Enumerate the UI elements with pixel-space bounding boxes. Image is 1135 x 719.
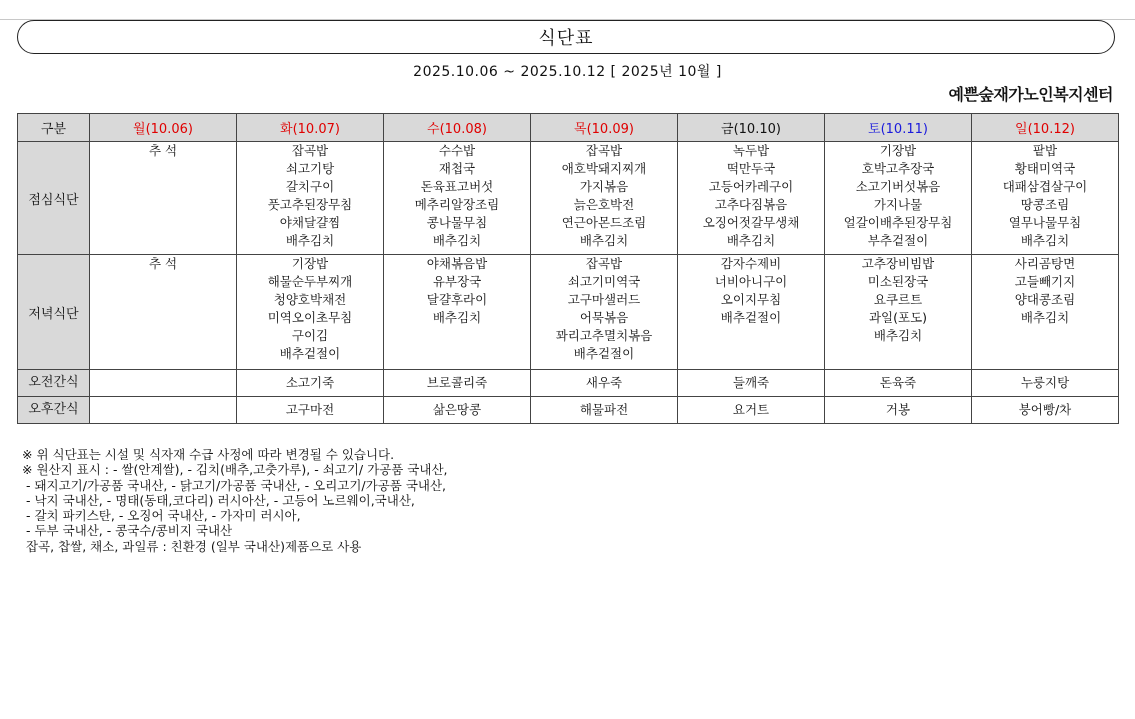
menu-item: 녹두밥 <box>732 143 770 158</box>
menu-cell-lunch-mon <box>90 142 237 255</box>
note-line: ※ 원산지 표시 : - 쌀(안계쌀), - 김치(배추,고춧가루), - 쇠고기/ 가공품 국내산, <box>22 462 448 478</box>
menu-item: 잡곡밥 <box>291 143 329 158</box>
menu-item: 배추김치 <box>1020 310 1070 325</box>
menu-cell-dinner-sat <box>825 255 972 370</box>
menu-item: 잡곡밥 <box>585 143 623 158</box>
header-day-sat: 토(10.11) <box>825 114 972 142</box>
header-day-sun: 일(10.12) <box>972 114 1119 142</box>
menu-item: 배추겉절이 <box>720 310 782 325</box>
menu-cell-lunch-thu <box>531 142 678 255</box>
menu-item: 수수밥 <box>438 143 476 158</box>
menu-item: 잡곡밥 <box>585 256 623 271</box>
row-label-lunch: 점심식단 <box>18 142 90 255</box>
menu-item: 가지볶음 <box>579 179 629 194</box>
menu-item: 꽈리고추멸치볶음 <box>555 328 653 343</box>
menu-item: 고추다짐볶음 <box>714 197 788 212</box>
menu-item: 고구마샐러드 <box>567 292 641 307</box>
menu-item: 기장밥 <box>879 143 917 158</box>
menu-item: 감자수제비 <box>720 256 782 271</box>
menu-cell-am-snack-wed: 브로콜리죽 <box>384 370 531 397</box>
menu-item: 추 석 <box>148 143 178 158</box>
menu-cell-lunch-sun <box>972 142 1119 255</box>
menu-cell-lunch-fri <box>678 142 825 255</box>
menu-item: 쇠고기미역국 <box>567 274 641 289</box>
header-day-thu: 목(10.09) <box>531 114 678 142</box>
pm-snack-row <box>18 397 1119 424</box>
menu-item: 너비아니구이 <box>714 274 788 289</box>
note-line: 잡곡, 찹쌀, 채소, 과일류 : 친환경 (일부 국내산)제품으로 사용 <box>22 538 362 554</box>
note-line: - 돼지고기/가공품 국내산, - 닭고기/가공품 국내산, - 오리고기/가공품 국내산, <box>22 477 447 493</box>
row-label-pm-snack: 오후간식 <box>18 397 90 424</box>
menu-cell-pm-snack-sun: 붕어빵/차 <box>972 397 1119 424</box>
menu-cell-dinner-thu <box>531 255 678 370</box>
menu-item: 배추겉절이 <box>573 346 635 361</box>
menu-item: 오이지무침 <box>720 292 782 307</box>
menu-item: 추 석 <box>148 256 178 271</box>
menu-item: 해물순두부찌개 <box>267 274 353 289</box>
menu-item: 배추김치 <box>726 233 776 248</box>
menu-item: 미소된장국 <box>867 274 929 289</box>
menu-cell-am-snack-tue: 소고기죽 <box>237 370 384 397</box>
menu-cell-am-snack-sat: 돈육죽 <box>825 370 972 397</box>
menu-item: 배추김치 <box>1020 233 1070 248</box>
header-category: 구분 <box>18 114 90 142</box>
menu-item: 쇠고기탕 <box>285 161 335 176</box>
menu-cell-pm-snack-sat: 거봉 <box>825 397 972 424</box>
menu-cell-am-snack-thu: 새우죽 <box>531 370 678 397</box>
menu-item: 사리곰탕면 <box>1014 256 1076 271</box>
menu-cell-pm-snack-thu: 해물파전 <box>531 397 678 424</box>
menu-item: 배추김치 <box>432 310 482 325</box>
menu-item: 연근아몬드조림 <box>561 215 647 230</box>
note-line: ※ 위 식단표는 시설 및 식자재 수급 사정에 따라 변경될 수 있습니다. <box>22 447 395 462</box>
am-snack-row <box>18 370 1119 397</box>
page-title-box <box>17 20 1115 54</box>
menu-item: 배추김치 <box>285 233 335 248</box>
menu-item: 미역오이초무침 <box>267 310 353 325</box>
menu-item: 기장밥 <box>291 256 329 271</box>
header-day-tue: 화(10.07) <box>237 114 384 142</box>
menu-cell-lunch-tue <box>237 142 384 255</box>
menu-item: 대패삼겹살구이 <box>1002 179 1088 194</box>
menu-item: 야채달걀찜 <box>279 215 341 230</box>
menu-item: 돈육표고버섯 <box>420 179 494 194</box>
menu-item: 부추겉절이 <box>867 233 929 248</box>
page-title: 식단표 <box>538 28 594 49</box>
menu-item: 떡만두국 <box>726 161 776 176</box>
menu-item: 구이김 <box>291 328 329 343</box>
header-day-wed: 수(10.08) <box>384 114 531 142</box>
menu-cell-am-snack-mon <box>90 370 237 397</box>
menu-item: 갈치구이 <box>285 179 335 194</box>
row-label-dinner: 저녁식단 <box>18 255 90 370</box>
menu-item: 고추장비빔밥 <box>861 256 935 271</box>
menu-table <box>17 113 1119 424</box>
menu-cell-dinner-mon <box>90 255 237 370</box>
menu-cell-pm-snack-tue: 고구마전 <box>237 397 384 424</box>
menu-item: 배추김치 <box>432 233 482 248</box>
menu-item: 호박고추장국 <box>861 161 935 176</box>
menu-item: 유부장국 <box>432 274 482 289</box>
menu-item: 애호박돼지찌개 <box>561 161 647 176</box>
menu-item: 메추리알장조림 <box>414 197 500 212</box>
menu-item: 배추겉절이 <box>279 346 341 361</box>
menu-item: 과일(포도) <box>868 310 928 325</box>
menu-cell-am-snack-fri: 들깨죽 <box>678 370 825 397</box>
header-day-mon: 월(10.06) <box>90 114 237 142</box>
menu-cell-dinner-tue <box>237 255 384 370</box>
menu-item: 오징어젓갈무생채 <box>702 215 800 230</box>
menu-item: 배추김치 <box>579 233 629 248</box>
note-line: - 두부 국내산, - 콩국수/콩비지 국내산 <box>22 523 233 539</box>
menu-item: 요쿠르트 <box>873 292 923 307</box>
menu-cell-dinner-fri <box>678 255 825 370</box>
menu-item: 얼갈이배추된장무침 <box>843 215 953 230</box>
menu-item: 양대콩조림 <box>1014 292 1076 307</box>
menu-cell-pm-snack-wed: 삶은땅콩 <box>384 397 531 424</box>
menu-cell-dinner-wed <box>384 255 531 370</box>
menu-item: 열무나물무침 <box>1008 215 1082 230</box>
menu-item: 청양호박채전 <box>273 292 347 307</box>
menu-item: 가지나물 <box>873 197 923 212</box>
header-day-fri: 금(10.10) <box>678 114 825 142</box>
menu-item: 배추김치 <box>873 328 923 343</box>
menu-item: 늙은호박전 <box>573 197 635 212</box>
dinner-row <box>18 255 1119 370</box>
menu-cell-pm-snack-fri: 요거트 <box>678 397 825 424</box>
row-label-am-snack: 오전간식 <box>18 370 90 397</box>
menu-period: 2025.10.06 ~ 2025.10.12 [ 2025년 10월 ] <box>413 64 722 80</box>
menu-cell-pm-snack-mon <box>90 397 237 424</box>
menu-cell-lunch-wed <box>384 142 531 255</box>
notes-section <box>22 447 448 554</box>
menu-item: 야채볶음밥 <box>426 256 488 271</box>
menu-item: 고들빼기지 <box>1014 274 1076 289</box>
menu-item: 땅콩조림 <box>1020 197 1070 212</box>
menu-item: 황태미역국 <box>1014 161 1076 176</box>
note-line: - 낙지 국내산, - 명태(동태,코다리) 러시아산, - 고등어 노르웨이,국내산, <box>22 492 415 508</box>
menu-item: 풋고추된장무침 <box>267 197 353 212</box>
organization-name: 예쁜숲재가노인복지센터 <box>948 85 1113 104</box>
menu-item: 어묵볶음 <box>579 310 629 325</box>
menu-item: 고등어카레구이 <box>708 179 794 194</box>
menu-item: 재첩국 <box>438 161 476 176</box>
menu-cell-am-snack-sun: 누룽지탕 <box>972 370 1119 397</box>
menu-cell-dinner-sun <box>972 255 1119 370</box>
lunch-row <box>18 142 1119 255</box>
menu-cell-lunch-sat <box>825 142 972 255</box>
note-line: - 갈치 파키스탄, - 오징어 국내산, - 가자미 러시아, <box>22 508 301 524</box>
header-row <box>18 114 1119 142</box>
menu-item: 소고기버섯볶음 <box>855 179 941 194</box>
menu-item: 팥밥 <box>1032 143 1058 158</box>
menu-item: 콩나물무침 <box>426 215 488 230</box>
menu-item: 달걀후라이 <box>426 292 488 307</box>
